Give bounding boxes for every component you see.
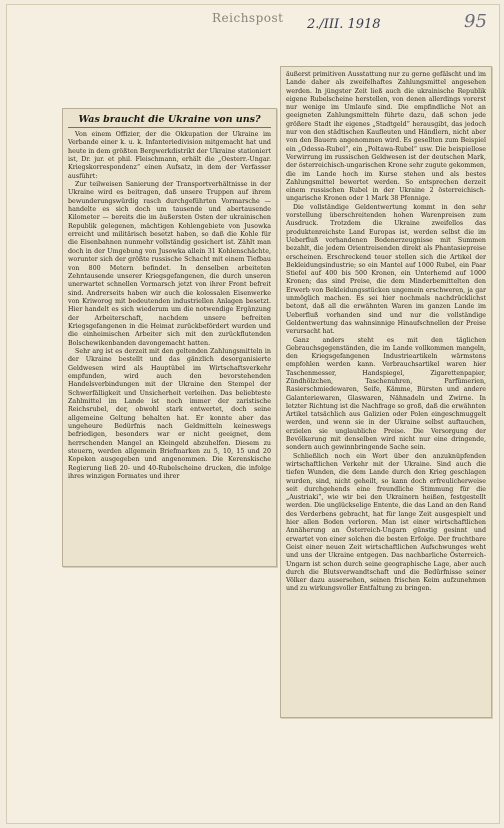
article-clipping-right bbox=[280, 66, 492, 718]
handwritten-page-number: 95 bbox=[464, 11, 487, 32]
article-headline: Was braucht die Ukraine von uns? bbox=[68, 113, 271, 128]
article-paragraph: Zur teilweisen Sanierung der Transportverhältnisse in der Ukraine wird es beitragen, daß unsere Truppen auf ihrem bewunderungswürdig rasch durchgeführten Vormarsche — handelte es sich doch um tausende und abertausende Kilometer — bereits die im äußersten Osten der ukrainischen Republik gelegenen, mächtigen Kohlengebiete von Jusowka erreicht und militärisch besetzt haben, so daß die Kohle für die Eisenbahnen nunmehr vollständig gesichert ist. Zählt man doch in der Umgebung von Jusowka allein 31 Kohlenschächte, worunter sich der größte russische Schacht mit einem Tiefbau von 800 Metern befindet. In denselben arbeiteten Zehntausende unserer Kriegsgefangenen, die durch unseren unerwartet schnellen Vormarsch jetzt von ihrer Front befreit sind. Andrerseits haben wir auch die kolossalen Eisenwerke von Kriworog mit bedeutenden industriellen Anlagen besetzt. Hier handelt es sich wiederum um die notwendige Ergänzung der Arbeiterschaft, nachdem unsere befreiten Kriegsgefangenen in die Heimat zurückbefördert wurden und die einheimischen Arbeiter sich mit den zurückflutenden Bolschewikenbanden davongemacht hatten. bbox=[68, 181, 271, 347]
article-paragraph: Die vollständige Geldentwertung kommt in den sehr vorstellung überschreitenden hohen Warenpreisen zum Ausdruck. Trotzdem die Ukraine zweifellos das produktenreichste Land Europas ist, werden selbst die im Ueberfluß vorhandenen Bodenerzeugnisse mit Summen bezahlt, die jedem Orientreisenden direkt als Phantasiepreise erscheinen. Erschreckend teuer stellen sich die Artikel der Bekleidungsindustrie; so ein Mantel auf 1000 Rubel, ein Paar Stiefel auf 400 bis 500 Kronen, ein Unterhemd auf 1000 Kronen; das sind Preise, die dem Minderbemittelten den Erwerb von Bekleidungsstücken ungemein erschweren, ja gar unmöglich machen. Es sei hier nochmals nachdrücklichst betont, daß all die erwähnten Waren im ganzen Lande im Ueberfluß vorhanden sind und nur die vollständige Geldentwertung das wahnsinnige Hinaufschnellen der Preise verursacht hat. bbox=[286, 203, 486, 336]
left-column bbox=[68, 113, 271, 562]
article-paragraph: Von einem Offizier, der die Okkupation der Ukraine im Verbande einer k. u. k. Infanteriedivision mitgemacht hat und heute in dem größten Bergwerkdistrikt der Ukraine stationiert ist, Dr. jur. et phil. Fleischmann, erhält die „Oesterr.-Ungar. Kriegskorrespondenz“ einen Aufsatz, in dem der Verfasser ausführt: bbox=[68, 131, 271, 180]
article-clipping-left bbox=[62, 108, 277, 567]
right-column bbox=[286, 71, 486, 713]
masthead-title: Reichspost bbox=[212, 11, 284, 25]
article-paragraph: äußerst primitiven Ausstattung nur zu gerne gefälscht und im Lande daher als zweifelhaftes Zahlungsmittel angesehen werden. In jüngster Zeit ließ auch die ukrainische Republik eigene Rubelscheine herstellen, von denen allerdings vorerst nur wenige im Umlaufe sind. Die empfindliche Not an geeigneten Zahlungsmitteln führte dazu, daß schon jede größere Stadt ihr eigenes „Stadtgeld“ herausgibt, das jedoch nur von den städtischen Kaufleuten und Händlern, nicht aber von den Bauern angenommen wird. Es gesellten zum Beispiel ein „Odessa-Rubel“, ein „Poltawa-Rubel“ usw. Die beispiellose Verwirrung im russischen Geldwesen ist der deutschen Mark, der österreichisch-ungarischen Krone sehr zugute gekommen, die im Lande hoch im Kurse stehen und als bestes Zahlungsmittel bewertet werden. So entsprechen derzeit einem russischen Rubel in der Ukraine 2 österreichisch-ungarische Kronen oder 1 Mark 38 Pfennige. bbox=[286, 71, 486, 203]
article-paragraph: Sehr arg ist es derzeit mit den geltenden Zahlungsmitteln in der Ukraine bestellt und das gänzlich desorganisierte Geldwesen wird als Hauptübel im Wirtschaftsverkehr empfunden, wird auch den bevorstehenden Handelsverbindungen mit der Ukraine den Stempel der Schwerfälligkeit und Unsicherheit verleihen. Das beliebteste Zahlmittel im Lande ist noch immer der zaristische Reichsrubel, der, obwohl stark entwertet, doch seine allgemeine Geltung behalten hat. Er konnte aber das ungeheure Bedürfnis nach Geldmitteln keineswegs befriedigen, besonders war er nicht geeignet, dem herrschenden Mangel an Kleingeld abzuhelfen. Diesem zu steuern, werden allgemein Briefmarken zu 5, 10, 15 und 20 Kopeken ausgegeben und angenommen. Die Kerenskische Regierung ließ 20- und 40-Rubelscheine drucken, die infolge ihres winzigen Formates und ihrer bbox=[68, 347, 271, 481]
article-paragraph: Schließlich noch ein Wort über den anzuknüpfenden wirtschaftlichen Verkehr mit der Ukraine. Sind auch die tiefen Wunden, die dem Lande durch den Krieg geschlagen wurden, sind, nicht geheilt, so kann doch erfreulicherweise seit durchgehends eine freundliche Stimmung für die „Austriaki“, wie wir bei den Ukrainern heißen, festgestellt werden. Die unglückselige Entente, die das Land an den Rand des Verderbens gebracht, hat für lange Zeit ausgespielt und hier allen Boden verloren. Man ist einer wirtschaftlichen Annäherung an Österreich-Ungarn günstig gesinnt und erwartet von einer solchen die besten Erfolge. Der fruchtbare Geist einer neuen Zeit wirtschaftlichen Aufschwunges weht und uns der Ukraine entgegen. Das nachbarliche Österreich-Ungarn ist schon durch seine geographische Lage, aber auch durch die Blutsverwandtschaft und die Bedürfnisse seiner Völker dazu ausersehen, seinen frischen Keim aufzunehmen und zu wirkungsvoller Entfaltung zu bringen. bbox=[286, 452, 486, 593]
handwritten-date: 2./III. 1918 bbox=[307, 17, 381, 32]
article-paragraph: Ganz anders steht es mit den täglichen Gebrauchsgegenständen, die im Lande vollkommen mangeln, den Kriegsgefangenen Industrieartikeln wärmstens empfohlen werden kann. Verbrauchsartikel waren hier Taschenmesser, Handspiegel, Zigarettenpapier, Zündhölzchen, Taschenuhren, Parfümerien, Rasierschmiedewaren, Seife, Kämme, Bürsten und andere Galanteriewaren, Glaswaren, Nähnadeln und Zwirne. In letzter Richtung ist die Nachfrage so groß, daß die erwähnten Artikel tatsächlich aus Galizien oder Polen eingeschmuggelt werden, und wenn sie in der Ukraine selbst auftauchen, erzielen sie unglaubliche Preise. Die Versorgung der Bevölkerung mit denselben wird nicht nur eine dringende, sondern auch gewinnbringende Sache sein. bbox=[286, 336, 486, 452]
